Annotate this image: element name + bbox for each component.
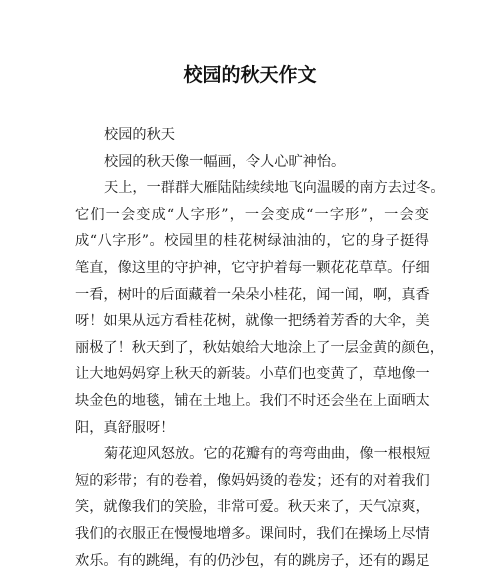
body-line: 短的彩带；有的卷着，像妈妈烫的卷发；还有的对着我们 — [75, 468, 429, 495]
body-line: 一看，树叶的后面藏着一朵朵小桂花，闻一闻，啊，真香 — [75, 282, 429, 309]
body-line: 呀！如果从远方看桂花树，就像一把绣着芳香的大伞，美 — [75, 308, 429, 335]
body-line: 让大地妈妈穿上秋天的新装。小草们也变黄了，草地像一 — [75, 361, 429, 388]
body-line-paragraph-start: 天上，一群群大雁陆陆续续地飞向温暖的南方去过冬。 — [75, 175, 429, 202]
body-line: 丽极了！秋天到了，秋姑娘给大地涂上了一层金黄的颜色， — [75, 335, 429, 362]
document-body — [75, 122, 429, 574]
body-line-subtitle: 校园的秋天 — [75, 122, 429, 149]
body-line: 它们一会变成“人字形”，一会变成“一字形”，一会变 — [75, 202, 429, 229]
body-line: 笔直，像这里的守护神，它守护着每一颗花花草草。仔细 — [75, 255, 429, 282]
body-line-paragraph-start: 菊花迎风怒放。它的花瓣有的弯弯曲曲，像一根根短 — [75, 441, 429, 468]
body-line: 笑，就像我们的笑脸，非常可爱。秋天来了，天气凉爽， — [75, 494, 429, 521]
document-title: 校园的秋天作文 — [0, 63, 500, 87]
body-line-intro: 校园的秋天像一幅画，令人心旷神怡。 — [75, 149, 429, 176]
body-line: 块金色的地毯，铺在土地上。我们不时还会坐在上面晒太 — [75, 388, 429, 415]
body-line: 欢乐。有的跳绳，有的仍沙包，有的跳房子，还有的踢足 — [75, 548, 429, 574]
body-line: 我们的衣服正在慢慢地增多。课间时，我们在操场上尽情 — [75, 521, 429, 548]
body-line: 成“八字形”。校园里的桂花树绿油油的，它的身子挺得 — [75, 228, 429, 255]
body-line-paragraph-end: 阳，真舒服呀！ — [75, 415, 429, 442]
